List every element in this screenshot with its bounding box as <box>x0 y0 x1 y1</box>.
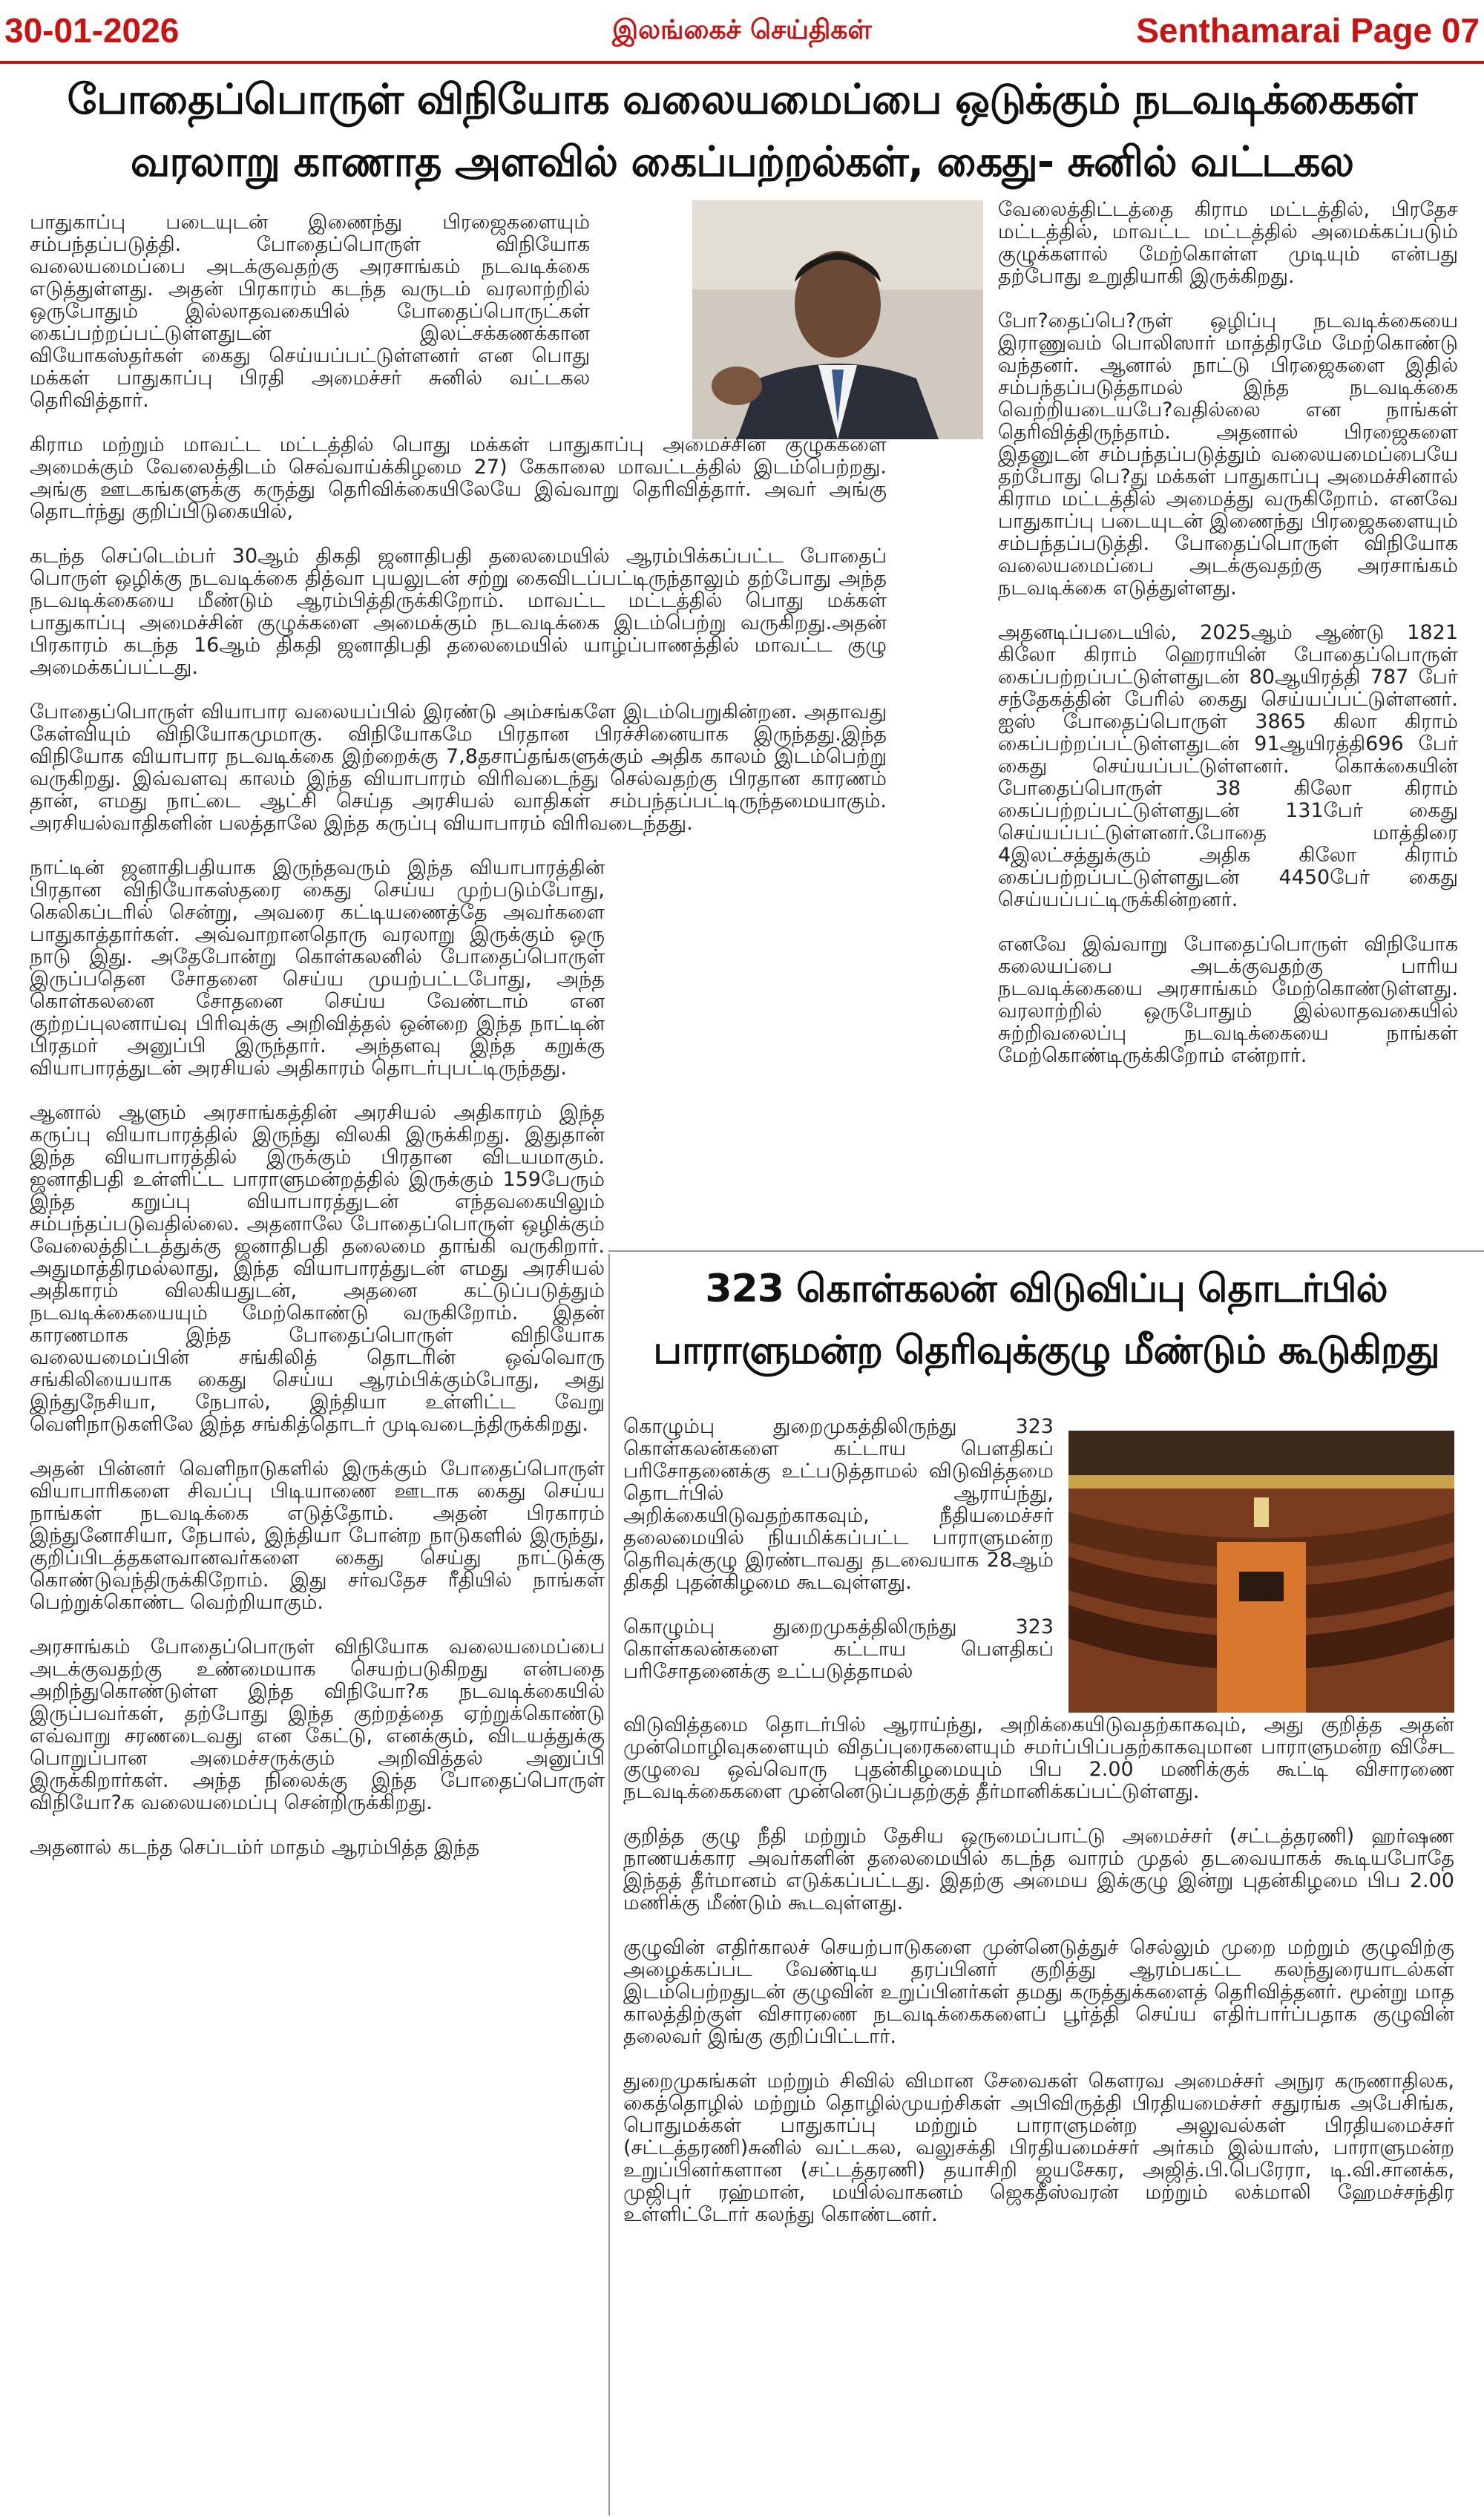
article2-narrow-column <box>623 1416 1054 1698</box>
column-divider <box>608 1254 610 2516</box>
article1-left-paragraph-6: ஆனால் ஆளும் அரசாங்கத்தின் அரசியல் அதிகாரம் இந்த கருப்பு வியாபாரத்தில் இருந்து விலகி இருக்கிறது. இதுதான் இந்த வியாபாரத்தில் இருக்கும் பிரதான விடயமாகும். ஜனாதிபதி உள்ளிட்ட பாராளுமன்றத்தில் இருக்கும் 159பேரும் இந்த கறுப்பு வியாபாரத்துடன் எந்தவகையிலும் சம்பந்தப்படுவதில்லை. அதனாலே போதைப்பொருள் ஒழிக்கும் வேலைத்திட்டத்துக்கு ஜனாதிபதி தலைமை தாங்கி வருகிறார். அதுமாத்திரமல்லாது, இந்த வியாபாரத்துடன் எமது அரசியல் அதிகாரம் விலகியதுடன், அதனை கட்டுப்படுத்தும் நடவடிக்கையையும் மேற்கொண்டு வருகிறோம். இதன் காரணமாக இந்த போதைப்பொருள் விநியோக வலையமைப்பின் சங்கிலித் தொடரின் ஒவ்வொரு சங்கிலியையாக கைது செய்ய ஆரம்பிக்கும்போது, அது இந்துநேசியா, நேபால், இந்தியா உள்ளிட்ட வேறு வெளிநாடுகளிலே இந்த சங்கித்தொடர் முடிவடைந்திருக்கிறது. <box>30 1101 605 1436</box>
newspaper-section: இலங்கைச் செய்திகள் <box>612 15 872 45</box>
article2-wide-paragraph-3: குழுவின் எதிர்காலச் செயற்பாடுகளை முன்னெடுத்துச் செல்லும் முறை மற்றும் குழுவிற்கு அழைக்கப்பட வேண்டிய தரப்பினர் குறித்து ஆரம்பகட்ட கலந்துரையாடல்கள் இடம்பெற்றதுடன் குழுவின் உறுப்பினர்கள் தமது கருத்துக்களைத் தெரிவித்தனர். மூன்று மாத காலத்திற்குள் விசாரணை நடவடிக்கைகளைப் பூர்த்தி செய்ய எதிர்பார்ப்பதாக குழுவின் தலைவர் இங்கு குறிப்பிட்டார். <box>623 1936 1454 2048</box>
issue-date: 30-01-2026 <box>4 11 180 50</box>
article1-right-paragraph-2: போ?தைப்பெ?ருள் ஒழிப்பு நடவடிக்கையை இராணுவம் பொலிஸார் மாத்திரமே மேற்கொண்டு வந்தனர். ஆனால் நாட்டு பிரஜைகளை இதில் சம்பந்தப்படுத்தாமல் இந்த நடவடிக்கை வெற்றியடையபே?வதில்லை என நாங்கள் தெரிவித்திருந்தாம். அதனால் பிரஜைகளை இதனுடன் சம்பந்தப்படுத்தும் வலையமைப்பையே தற்போது பெ?து மக்கள் பாதுகாப்பு அமைச்சினால் கிராம மட்டத்தில் அமைத்து வருகிறோம். எனவே பாதுகாப்பு படையுடன் இணைந்து பிரஜைகளையும் சம்பந்தப்படுத்தி. போதைப்பொருள் விநியோக வலையமைப்பை அடக்குவதற்கு அரசாங்கம் நடவடிக்கை எடுத்துள்ளது. <box>998 309 1458 600</box>
article2-wide-column <box>623 1714 1454 2508</box>
article2-wide-paragraph-2: குறித்த குழு நீதி மற்றும் தேசிய ஒருமைப்பாட்டு அமைச்சர் (சட்டத்தரணி) ஹர்ஷண நாணயக்கார அவர்களின் தலைமையில் கடந்த வாரம் முதல் தடவையாகக் கூடியபோதே இந்தத் தீர்மானம் எடுக்கப்பட்டது. இதற்கு அமைய இக்குழு இன்று புதன்கிழமை பிப 2.00 மணிக்கு மீண்டும் கூடவுள்ளது. <box>623 1825 1454 1914</box>
article1-right-column <box>998 199 1458 1230</box>
article1-left-paragraph-3: கடந்த செப்டெம்பர் 30ஆம் திகதி ஜனாதிபதி தலைமையில் ஆரம்பிக்கப்பட்ட போதைப் பொருள் ஒழிக்கு நடவடிக்கை தித்வா புயலுடன் சற்று கைவிடப்பட்டிருந்தாலும் தற்போது அந்த நடவடிக்கையை மீண்டும் ஆரம்பித்திருக்கிறோம். மாவட்ட மட்டத்தில் பொது மக்கள் பாதுகாப்பு அமைச்சின் குழுக்களை அமைக்கும் நடவடிக்கை இடம்பெற்று வருகிறது.அதன் பிரகாரம் கடந்த 16ஆம் திகதி ஜனாதிபதி தலைமையில் யாழ்ப்பாணத்தில் மாவட்ட குழு அமைக்கப்பட்டது. <box>30 545 887 679</box>
section-divider <box>608 1250 1484 1252</box>
article1-headline-line2: வரலாறு காணாத அளவில் கைப்பற்றல்கள், கைது- சுனில் வட்டகல <box>130 138 1354 186</box>
article1-left-paragraph-9: அதனால் கடந்த செப்டம்ர் மாதம் ஆரம்பித்த இந்த <box>30 1836 480 1859</box>
article2-wide-paragraph-1: விடுவித்தமை தொடர்பில் ஆராய்ந்து, அறிக்கையிடுவதற்காகவும், அது குறித்த அதன் முன்மொழிவுகளையும் விதப்புரைகளையும் சமர்ப்பிப்பதற்காகவுமான பாராளுமன்ற விசேட குழுவை ஒவ்வொரு புதன்கிழமையும் பிப 2.00 மணிக்குக் கூட்டி விசாரணை நடவடிக்கைகளை முன்னெடுப்பதற்குத் தீர்மானிக்கப்பட்டுள்ளது. <box>623 1714 1454 1803</box>
article1-left-paragraph-8: அரசாங்கம் போதைப்பொருள் விநியோக வலையமைப்பை அடக்குவதற்கு உண்மையாக செயற்படுகிறது என்பதை அறிந்துகொண்டுள்ள இந்த விநியோ?க நடவடிக்கையில் இருப்பவர்கள், தற்போது இந்த குற்றத்தை ஏற்றுக்கொண்டு எவ்வாறு சரணடைவது என கேட்டு, எனக்கும், விடயத்துக்கு பொறுப்பான அமைச்சருக்கும் அறிவித்தல் அனுப்பி இருக்கிறார்கள். அந்த நிலைக்கு இந்த போதைப்பொருள் விநியோ?க வலையமைப்பு சென்றிருக்கிறது. <box>30 1635 605 1814</box>
article2-headline-line1: 323 கொள்கலன் விடுவிப்பு தொடர்பில் <box>705 1267 1388 1311</box>
article1-headline-line1: போதைப்பொருள் விநியோக வலையமைப்பை ஒடுக்கும் நடவடிக்கைகள் <box>67 76 1417 124</box>
article1-left-paragraph-5: நாட்டின் ஜனாதிபதியாக இருந்தவரும் இந்த வியாபாரத்தின் பிரதான விநியோகஸ்தரை கைது செய்ய முற்படும்போது, கெலிகப்டரில் சென்று, அவரை கட்டியணைத்தே அவர்களை பாதுகாத்தார்கள். அவ்வாறானதொரு வரலாறு இருக்கும் ஒரு நாடு இது. அதேபோன்று கொள்கலனில் போதைப்பொருள் இருப்பதென சோதனை செய்ய முயற்பட்டபோது, அந்த கொள்கலனை சோதனை செய்ய வேண்டாம் என குற்றப்புலனாய்வு பிரிவுக்கு அறிவித்தல் ஒன்றை இந்த நாட்டின் பிரதமர் அனுப்பி இருந்தார். அந்தளவு இந்த கறுக்கு வியாபாரத்துடன் அரசியல் அதிகாரம் தொடர்புபட்டிருந்தது. <box>30 856 605 1080</box>
parliament-photo <box>1068 1431 1454 1713</box>
article2-headline-line2: பாராளுமன்ற தெரிவுக்குழு மீண்டும் கூடுகிறது <box>653 1328 1439 1373</box>
article1-right-paragraph-1: வேலைத்திட்டத்தை கிராம மட்டத்தில், பிரதேச மட்டத்தில், மாவட்ட மட்டத்தில் அமைக்கப்படும் குழுக்களால் மேற்கொள்ள முடியும் என்பது தற்போது உறுதியாகி இருக்கிறது. <box>998 199 1458 288</box>
article1-left-paragraph-4: போதைப்பொருள் வியாபார வலையப்பில் இரண்டு அம்சங்களே இடம்பெறுகின்றன. அதாவது கேள்வியும் விநியோகமுமாகு. விநியோகமே பிரதான பிரச்சினையாக இருந்தது.இந்த விநியோக வியாபார நடவடிக்கை இற்றைக்கு 7,8தசாப்தங்களுக்கும் அதிக காலம் இடம்பெற்று வருகிறது. இவ்வளவு காலம் இந்த வியாபாரம் விரிவடைந்து செல்வதற்கு பிரதான காரணம் தான், எமது நாட்டை ஆட்சி செய்த அரசியல் வாதிகள் சம்பந்தப்பட்டிருந்தமையாகும். அரசியல்வாதிகளின் பலத்தாலே இந்த கருப்பு வியாபாரம் விரிவடைந்தது. <box>30 700 887 835</box>
page-header <box>0 0 1484 64</box>
article1-right-paragraph-3: அதனடிப்படையில், 2025ஆம் ஆண்டு 1821 கிலோ கிராம் ஹெராயின் போதைப்பொருள் கைப்பற்றப்பட்டுள்ளதுடன் 80ஆயிரத்தி 787 பேர் சந்தேகத்தின் பேரில் கைது செய்யப்பட்டுள்ளனர். ஐஸ் போதைப்பொருள் 3865 கிலா கிராம் கைப்பற்றப்பட்டுள்ளதுடன் 91ஆயிரத்தி696 பேர் கைது செய்யப்பட்டுள்ளனர். கொக்கையின் போதைப்பொருள் 38 கிலோ கிராம் கைப்பற்றப்பட்டுள்ளதுடன் 131பேர் கைது செய்யப்பட்டுள்ளனர்.போதை மாத்திரை 4இலட்சத்துக்கும் அதிக கிலோ கிராம் கைப்பற்றப்பட்டுள்ளதுடன் 4450பேர் கைது செய்யப்பட்டிருக்கின்றனர். <box>998 621 1458 911</box>
article1-left-paragraph-1: பாதுகாப்பு படையுடன் இணைந்து பிரஜைகளையும் சம்பந்தப்படுத்தி. போதைப்பொருள் விநியோக வலையமைப்பை அடக்குவதற்கு அரசாங்கம் நடவடிக்கை எடுத்துள்ளது. அதன் பிரகாரம் கடந்த வருடம் வரலாற்றில் ஒருபோதும் இல்லாதவகையில் போதைப்பொருட்கள் கைப்பற்றப்பட்டுள்ளதுடன் இலட்சக்கணக்கான வியோகஸ்தர்கள் கைது செய்யப்பட்டுள்ளனர் என பொது மக்கள் பாதுகாப்பு பிரதி அமைச்சர் சுனில் வட்டகல தெரிவித்தார். <box>30 211 590 412</box>
article2-wide-lead: கொழும்பு துறைமுகத்திலிருந்து 323 கொள்கலன்களை கட்டாய பௌதிகப் பரிசோதனைக்கு உட்படுத்தாமல் <box>623 1615 1054 1683</box>
page-number: Senthamarai Page 07 <box>1136 11 1480 50</box>
article2-narrow-paragraph-1: கொழும்பு துறைமுகத்திலிருந்து 323 கொள்கலன்களை கட்டாய பௌதிகப் பரிசோதனைக்கு உட்படுத்தாமல் விடுவித்தமை தொடர்பில் ஆராய்ந்து, அறிக்கையிடுவதற்காகவும், நீதியமைச்சர் தலைமையில் நியமிக்கப்பட்ட பாராளுமன்ற தெரிவுக்குழு இரண்டாவது தடவையாக 28ஆம் திகதி புதன்கிழமை கூடவுள்ளது. <box>623 1416 1054 1594</box>
article1-left-paragraph-2: கிராம மற்றும் மாவட்ட மட்டத்தில் பொது மக்கள் பாதுகாப்பு அமைச்சின் குழுக்களை அமைக்கும் வேலைத்திடம் செவ்வாய்க்கிழமை 27) கேகாலை மாவட்டத்தில் இடம்பெற்றது. அங்கு ஊடகங்களுக்கு கருத்து தெரிவிக்கையிலேயே இவ்வாறு தெரிவித்தார். அவர் அங்கு தொடர்ந்து குறிப்பிடுகையில், <box>30 433 887 523</box>
article2-wide-paragraph-4: துறைமுகங்கள் மற்றும் சிவில் விமான சேவைகள் கௌரவ அமைச்சர் அநுர கருணாதிலக, கைத்தொழில் மற்றும் தொழில்முயற்சிகள் அபிவிருத்தி பிரதியமைச்சர் சதுரங்க அபேசிங்க, பொதுமக்கள் பாதுகாப்பு மற்றும் பாராளுமன்ற அலுவல்கள் பிரதியமைச்சர் (சட்டத்தரணி)சுனில் வட்டகல, வலுசக்தி பிரதியமைச்சர் அர்கம் இல்யாஸ், பாராளுமன்ற உறுப்பினர்களான (சட்டத்தரணி) தயாசிறி ஜயசேகர, அஜித்.பி.பெரேரா, டி.வி.சானக்க, முஜிபுர் ரஹ்மான், மயில்வாகனம் ஜெகதீஸ்வரன் மற்றும் லக்மாலி ஹேமச்சந்திர உள்ளிட்டோர் கலந்து கொண்டனர். <box>623 2070 1454 2226</box>
article1-left-paragraph-7: அதன் பின்னர் வெளிநாடுகளில் இருக்கும் போதைப்பொருள் வியாபாரிகளை சிவப்பு பிடியாணை ஊடாக கைது செய்ய நாங்கள் நடவடிக்கை எடுத்தோம். அதன் பிரகாரம் இந்துனோசியா, நேபால், இந்தியா போன்ற நாடுகளில் இருந்து, குறிப்பிடத்தகளவானவர்களை கைது செய்து நாட்டுக்கு கொண்டுவந்திருக்கிறோம். இது சர்வதேச ரீதியில் நாங்கள் பெற்றுக்கொண்ட வெற்றியாகும். <box>30 1457 605 1614</box>
article1-right-paragraph-4: எனவே இவ்வாறு போதைப்பொருள் விநியோக கலையப்பை அடக்குவதற்கு பாரிய நடவடிக்கையை அரசாங்கம் மேற்கொண்டுள்ளது. வரலாற்றில் ஒருபோதும் இல்லாதவகையில் சுற்றிவலைப்பு நடவடிக்கையை நாங்கள் மேற்கொண்டிருக்கிறோம் என்றார். <box>998 933 1458 1067</box>
